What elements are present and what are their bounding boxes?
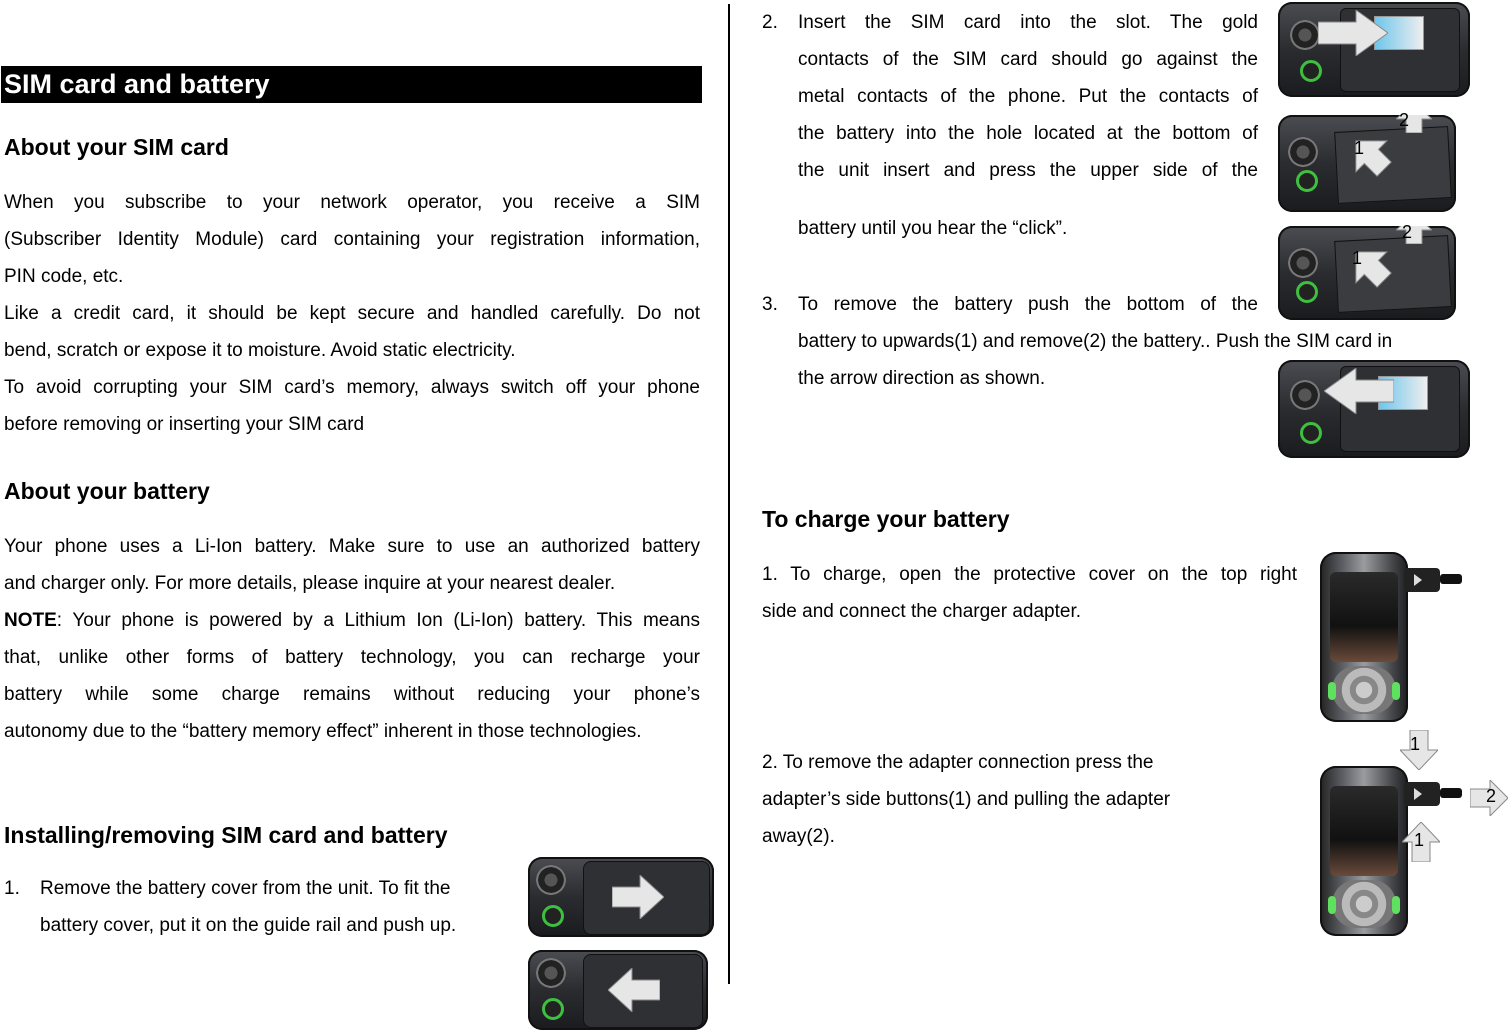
- charge-line: 2. To remove the adapter connection press the: [762, 752, 1154, 773]
- power-ring-icon: [1296, 170, 1318, 192]
- arrow-left-icon: [1324, 368, 1394, 414]
- camera-lens-icon: [1290, 380, 1320, 410]
- charge-step-2: [762, 744, 1282, 855]
- battery-line: battery while some charge remains without reducing your phone’s: [4, 684, 700, 705]
- sim-line: (Subscriber Identity Module) card containing your registration information,: [4, 229, 700, 250]
- charge-line: side and connect the charger adapter.: [762, 601, 1082, 622]
- step-line: battery to upwards(1) and remove(2) the battery.. Push the SIM card in: [798, 331, 1393, 352]
- battery-remove-image: [1278, 226, 1456, 320]
- step-line: metal contacts of the phone. Put the contacts of: [798, 86, 1258, 107]
- battery-heading: About your battery: [4, 478, 210, 504]
- install-heading: Installing/removing SIM card and battery: [4, 822, 448, 848]
- phone-screen: [1330, 572, 1398, 662]
- sim-remove-image: [1278, 360, 1470, 458]
- step-line: Remove the battery cover from the unit. To fit the: [40, 878, 451, 899]
- charge-heading: To charge your battery: [762, 506, 1010, 532]
- battery-insert-image: [1278, 115, 1456, 212]
- phone-charging-image: [1320, 552, 1408, 722]
- green-light-icon: [1392, 682, 1400, 700]
- note-line: [4, 602, 700, 639]
- power-ring-icon: [1296, 281, 1318, 303]
- charger-plug-icon: [1404, 560, 1462, 602]
- note-text: : Your phone is powered by a Lithium Ion (Li-Ion) battery. This means: [56, 610, 700, 631]
- arrow-right-icon: [612, 875, 664, 919]
- charge-step-1: [762, 556, 1297, 630]
- step-number: 3.: [762, 294, 778, 315]
- battery-line: that, unlike other forms of battery technology, you can recharge your: [4, 647, 700, 668]
- camera-lens-icon: [1290, 20, 1320, 50]
- figure-label-1: 1: [1354, 138, 1365, 158]
- column-divider: [728, 4, 730, 984]
- phone-keypad: [1332, 666, 1396, 714]
- arrow-right-icon: [1318, 10, 1388, 56]
- green-light-icon: [1328, 896, 1336, 914]
- step-line: Insert the SIM card into the slot. The gold: [798, 12, 1258, 33]
- battery-line: and charger only. For more details, please inquire at your nearest dealer.: [4, 573, 616, 594]
- step-line: battery cover, put it on the guide rail and push up.: [40, 915, 457, 936]
- step-line: To remove the battery push the bottom of the: [798, 294, 1258, 315]
- step-line: the unit insert and press the upper side of the: [798, 160, 1258, 181]
- camera-lens-icon: [1288, 248, 1318, 278]
- sim-line: To avoid corrupting your SIM card’s memory, always switch off your phone: [4, 377, 700, 398]
- figure-label-2: 2: [1486, 786, 1497, 806]
- charger-plug-icon: [1404, 774, 1462, 816]
- figure-label-1: 1: [1352, 248, 1363, 268]
- section-title-bar: SIM card and battery: [1, 66, 702, 103]
- sim-line: PIN code, etc.: [4, 266, 124, 287]
- install-step-1: [4, 870, 509, 950]
- battery-paragraphs: [4, 528, 700, 750]
- step-number: 2.: [762, 12, 778, 33]
- battery-line: Your phone uses a Li-Ion battery. Make sure to use an authorized battery: [4, 536, 700, 557]
- phone-keypad: [1332, 880, 1396, 928]
- step-line: contacts of the SIM card should go against the: [798, 49, 1258, 70]
- battery-cover-off-image: [528, 950, 708, 1030]
- sim-heading: About your SIM card: [4, 134, 229, 160]
- arrow-diagonal-icon: [1340, 238, 1400, 288]
- battery-line: autonomy due to the “battery memory effect” inherent in those technologies.: [4, 721, 642, 742]
- figure-label-2: 2: [1402, 222, 1413, 242]
- arrow-diagonal-icon: [1340, 127, 1400, 177]
- sim-insert-image: [1278, 2, 1470, 97]
- camera-lens-icon: [536, 958, 566, 988]
- step-line: the battery into the hole located at the bottom of: [798, 123, 1258, 144]
- sim-line: When you subscribe to your network operator, you receive a SIM: [4, 192, 700, 213]
- sim-line: before removing or inserting your SIM card: [4, 414, 365, 435]
- step-line: the arrow direction as shown.: [798, 368, 1046, 389]
- camera-lens-icon: [1288, 137, 1318, 167]
- charge-line: away(2).: [762, 826, 835, 847]
- sim-line: Like a credit card, it should be kept secure and handled carefully. Do not: [4, 303, 700, 324]
- power-ring-icon: [1300, 422, 1322, 444]
- figure-label-1: 1: [1410, 734, 1421, 754]
- charge-line: adapter’s side buttons(1) and pulling the adapter: [762, 789, 1171, 810]
- battery-cover-image: [528, 857, 714, 937]
- power-ring-icon: [542, 998, 564, 1020]
- step-line: battery until you hear the “click”.: [798, 218, 1068, 239]
- green-light-icon: [1392, 896, 1400, 914]
- sim-paragraphs: [4, 184, 700, 443]
- figure-label-1: 1: [1414, 830, 1425, 850]
- power-ring-icon: [1300, 60, 1322, 82]
- charge-line: 1. To charge, open the protective cover on the top right: [762, 564, 1297, 585]
- arrow-left-icon: [608, 968, 660, 1012]
- green-light-icon: [1328, 682, 1336, 700]
- note-label: NOTE: [4, 610, 57, 631]
- step-number: 1.: [4, 878, 20, 899]
- camera-lens-icon: [536, 865, 566, 895]
- figure-label-2: 2: [1399, 110, 1410, 130]
- sim-line: bend, scratch or expose it to moisture. Avoid static electricity.: [4, 340, 516, 361]
- phone-screen: [1330, 786, 1398, 876]
- power-ring-icon: [542, 905, 564, 927]
- phone-unplug-image: [1320, 766, 1408, 936]
